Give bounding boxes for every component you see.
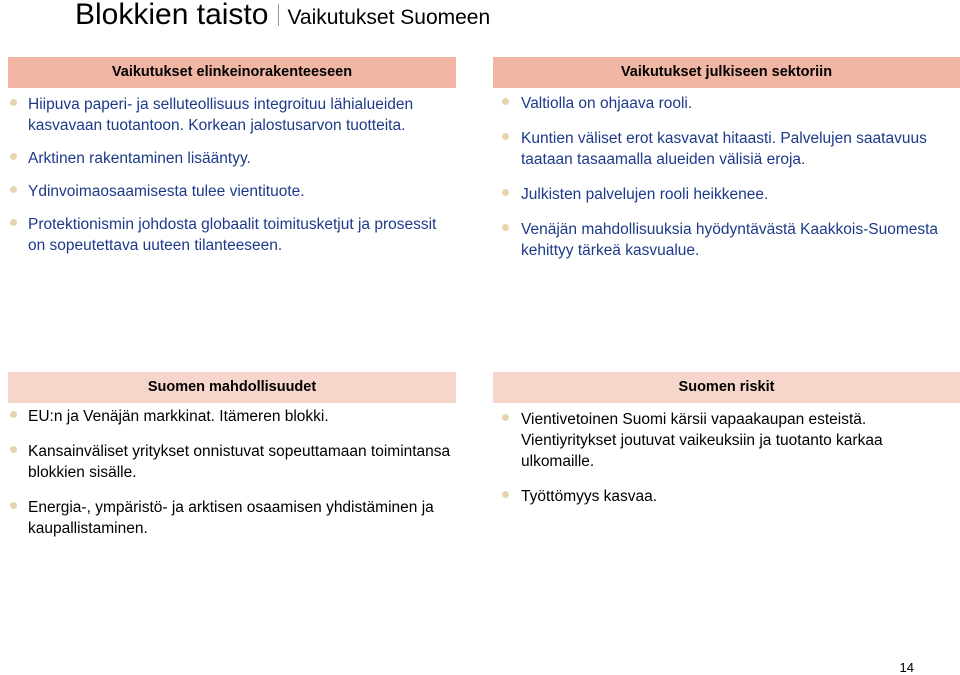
bullet-icon <box>10 219 17 226</box>
list-item <box>493 219 960 261</box>
title-divider <box>278 4 279 26</box>
list-item-text: Protektionismin johdosta globaalit toimitusketjut ja prosessit on sopeutettava uuteen tilanteeseen. <box>28 216 437 254</box>
list-item <box>8 181 456 202</box>
list-item-text: Kuntien väliset erot kasvavat hitaasti. Palvelujen saatavuus taataan tasaamalla alueiden välisiä eroja. <box>521 130 927 168</box>
list-item-text: Valtiolla on ohjaava rooli. <box>521 95 693 112</box>
list-item <box>8 497 456 539</box>
panel-heading: Suomen riskit <box>493 372 960 403</box>
bullet-icon <box>502 414 509 421</box>
bullet-icon <box>10 411 17 418</box>
panel-heading: Vaikutukset elinkeinorakenteeseen <box>8 57 456 88</box>
bullet-icon <box>10 186 17 193</box>
list-item <box>493 128 960 170</box>
list-item <box>493 409 960 472</box>
list-item-text: Työttömyys kasvaa. <box>521 488 658 505</box>
panel-risks <box>493 372 960 507</box>
bullet-icon <box>502 133 509 140</box>
panel-business-structure <box>8 57 456 256</box>
list-item-text: Julkisten palvelujen rooli heikkenee. <box>521 186 769 203</box>
list-item-text: Venäjän mahdollisuuksia hyödyntävästä Kaakkois-Suomesta kehittyy tärkeä kasvualue. <box>521 221 939 259</box>
list-item <box>8 94 456 136</box>
bullet-icon <box>502 98 509 105</box>
list-item-text: Ydinvoimaosaamisesta tulee vientituote. <box>28 183 305 200</box>
bullet-icon <box>10 99 17 106</box>
list-item-text: Energia-, ympäristö- ja arktisen osaamisen yhdistäminen ja kaupallistaminen. <box>28 499 434 537</box>
slide-subtitle: Vaikutukset Suomeen <box>287 6 491 29</box>
list-item <box>8 441 456 483</box>
bullet-icon <box>502 189 509 196</box>
bullet-list <box>8 94 456 256</box>
slide-title: Blokkien taisto <box>75 0 269 31</box>
list-item <box>8 148 456 169</box>
list-item <box>493 184 960 205</box>
list-item <box>493 93 960 114</box>
list-item-text: Hiipuva paperi- ja selluteollisuus integroituu lähialueiden kasvavaan tuotantoon. Korkean jalostusarvon tuotteita. <box>28 96 414 134</box>
list-item-text: Arktinen rakentaminen lisääntyy. <box>28 150 251 167</box>
list-item <box>8 214 456 256</box>
bullet-icon <box>10 502 17 509</box>
bullet-list <box>493 93 960 261</box>
list-item <box>8 406 456 427</box>
bullet-icon <box>502 491 509 498</box>
slide-title-bar <box>75 0 490 34</box>
list-item-text: Vientivetoinen Suomi kärsii vapaakaupan esteistä. Vientiyritykset joutuvat vaikeuksiin ja tuotanto karkaa ulkomaille. <box>521 411 883 470</box>
bullet-list <box>493 409 960 507</box>
panel-heading: Suomen mahdollisuudet <box>8 372 456 403</box>
list-item <box>493 486 960 507</box>
list-item-text: EU:n ja Venäjän markkinat. Itämeren blokki. <box>28 408 329 425</box>
page-number: 14 <box>899 660 914 675</box>
bullet-icon <box>10 153 17 160</box>
bullet-icon <box>502 224 509 231</box>
panel-opportunities <box>8 372 456 539</box>
list-item-text: Kansainväliset yritykset onnistuvat sopeuttamaan toimintansa blokkien sisälle. <box>28 443 451 481</box>
panel-public-sector <box>493 57 960 261</box>
panel-heading: Vaikutukset julkiseen sektoriin <box>493 57 960 88</box>
bullet-list <box>8 406 456 539</box>
bullet-icon <box>10 446 17 453</box>
